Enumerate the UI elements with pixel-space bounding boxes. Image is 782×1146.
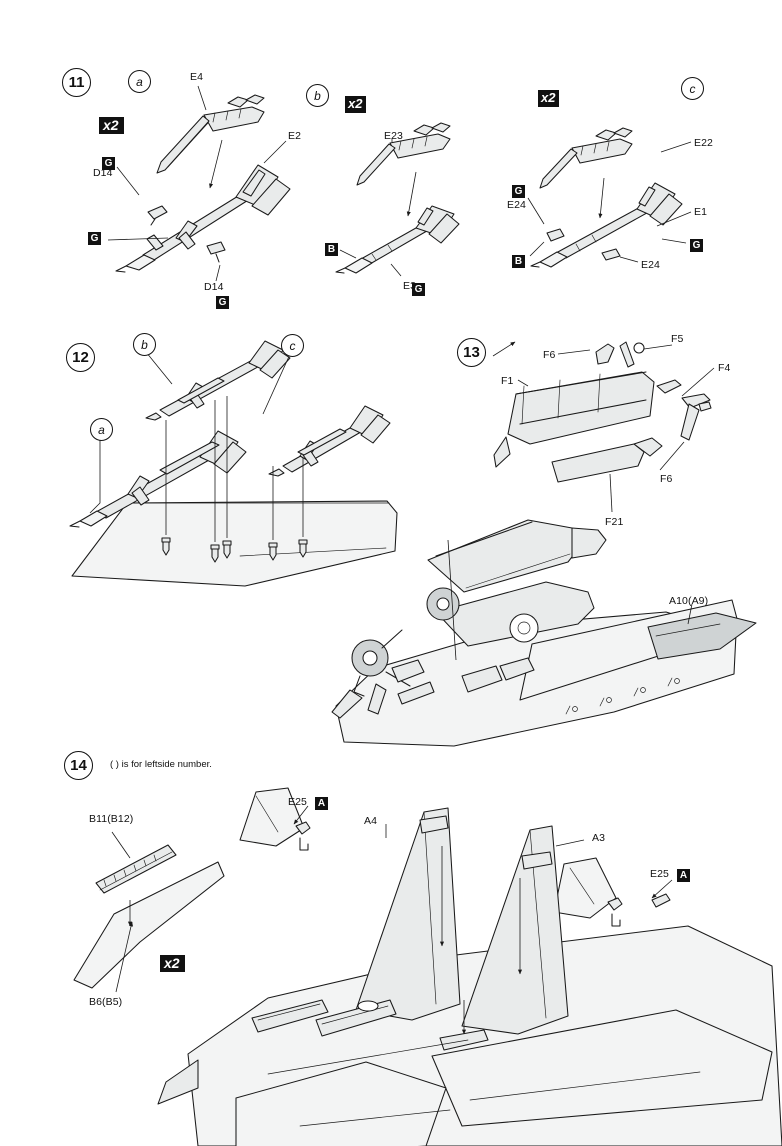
part-label-f6-top: F6 xyxy=(543,349,556,361)
paint-code-g-d14-top: G xyxy=(102,157,115,170)
part-label-f4: F4 xyxy=(718,362,731,374)
substep-11b: b xyxy=(306,84,329,107)
part-label-e25-left: E25 xyxy=(288,796,307,808)
substep-11a: a xyxy=(128,70,151,93)
part-label-d14-bottom: D14 xyxy=(204,281,224,293)
part-label-d14-top: D14 xyxy=(93,167,113,179)
step12-assembly xyxy=(70,341,397,586)
part-label-e23: E23 xyxy=(384,130,403,142)
paint-code-a-e25-left: A xyxy=(315,797,328,810)
paint-code-b-11c: B xyxy=(512,255,525,268)
part-label-e4: E4 xyxy=(190,71,204,83)
substep-12a: a xyxy=(90,418,113,441)
part-label-e24-bottom: E24 xyxy=(641,259,660,271)
part-label-e22: E22 xyxy=(694,137,713,149)
part-label-e1: E1 xyxy=(694,206,708,218)
quantity-chip-11b: x2 xyxy=(345,96,366,113)
paint-code-g-d14-bottom: G xyxy=(216,296,229,309)
part-label-e24-top: E24 xyxy=(507,199,526,211)
part-label-f6-bottom: F6 xyxy=(660,473,673,485)
substep-12b: b xyxy=(133,333,156,356)
part-label-f1: F1 xyxy=(501,375,514,387)
paint-code-b-11b: B xyxy=(325,243,338,256)
part-label-f5: F5 xyxy=(671,333,684,345)
quantity-chip-11a: x2 xyxy=(99,117,124,134)
step11b-assembly xyxy=(336,123,459,276)
part-label-e3: E3 xyxy=(403,280,417,292)
paint-code-g-mid: G xyxy=(88,232,101,245)
step13-assembly xyxy=(493,342,714,512)
quantity-chip-14: x2 xyxy=(160,955,185,972)
aircraft-underside-view xyxy=(332,520,756,746)
paint-code-g-e24: G xyxy=(512,185,525,198)
step-number-11: 11 xyxy=(62,68,91,97)
part-label-b11: B11(B12) xyxy=(89,813,134,825)
quantity-chip-11c: x2 xyxy=(538,90,559,107)
step11a-assembly xyxy=(108,86,290,281)
part-label-a10: A10(A9) xyxy=(669,595,709,607)
substep-12c: c xyxy=(281,334,304,357)
part-label-e2: E2 xyxy=(288,130,302,142)
substep-11c: c xyxy=(681,77,704,100)
note-leftside-number: ( ) is for leftside number. xyxy=(110,759,212,770)
part-label-a3: A3 xyxy=(592,832,606,844)
part-label-e25-right: E25 xyxy=(650,868,669,880)
step-number-14: 14 xyxy=(64,751,93,780)
part-label-f21: F21 xyxy=(605,516,624,528)
step-number-12: 12 xyxy=(66,343,95,372)
paint-code-g-e1: G xyxy=(690,239,703,252)
step-number-13: 13 xyxy=(457,338,486,367)
paint-code-a-e25-right: A xyxy=(677,869,690,882)
part-label-a4: A4 xyxy=(364,815,378,827)
step11c-assembly xyxy=(528,128,691,267)
paint-code-g-11b: G xyxy=(412,283,425,296)
part-label-b6: B6(B5) xyxy=(89,996,123,1008)
